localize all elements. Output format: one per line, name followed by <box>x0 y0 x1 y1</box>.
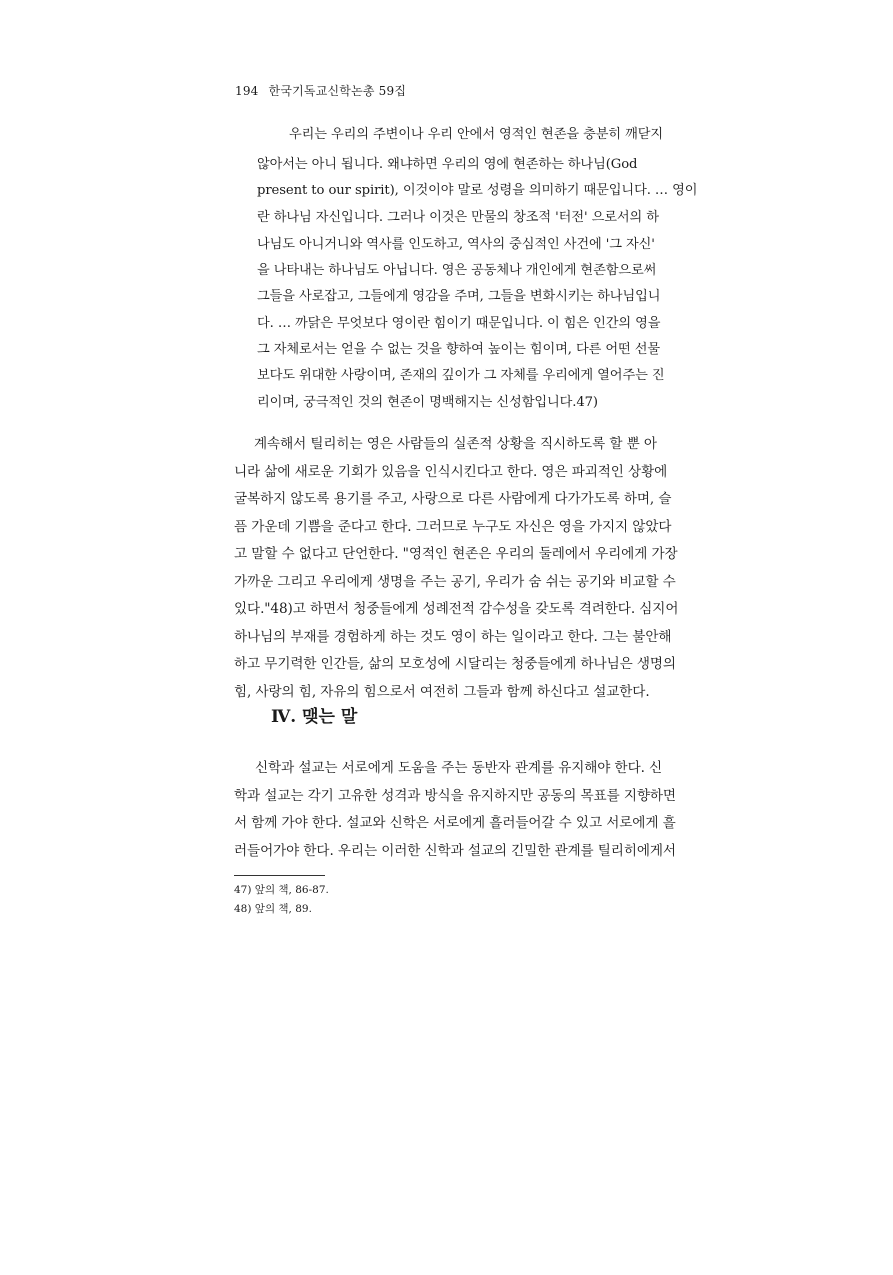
quote-line: 을 나타내는 하나님도 아닙니다. 영은 공동체나 개인에게 현존함으로써 <box>257 263 657 278</box>
quote-line: 다. … 까닭은 무엇보다 영이란 힘이기 때문입니다. 이 힘은 인간의 영을 <box>257 316 661 331</box>
quote-line: 우리는 우리의 주변이나 우리 안에서 영적인 현존을 충분히 깨닫지 <box>289 127 663 142</box>
paragraph-line: 학과 설교는 각기 고유한 성격과 방식을 유지하지만 공동의 목표를 지향하면 <box>234 788 676 804</box>
quote-line: 란 하나님 자신입니다. 그러나 이것은 만물의 창조적 '터전' 으로서의 하 <box>257 210 659 225</box>
footnote-divider <box>234 875 325 876</box>
paragraph-line: 서 함께 가야 한다. 설교와 신학은 서로에게 흘러들어갈 수 있고 서로에게 흘 <box>234 815 676 831</box>
paragraph-line: 고 말할 수 없다고 단언한다. "영적인 현존은 우리의 둘레에서 우리에게 가장 <box>234 546 678 562</box>
quote-line: 나님도 아니거니와 역사를 인도하고, 역사의 중심적인 사건에 '그 자신' <box>257 237 655 252</box>
journal-title: 한국기독교신학논총 59집 <box>268 84 407 98</box>
quote-line: 그 자체로서는 얻을 수 없는 것을 향하여 높이는 힘이며, 다른 어떤 선물 <box>257 342 660 357</box>
page-number: 194 <box>235 84 259 98</box>
paragraph-line: 계속해서 틸리히는 영은 사람들의 실존적 상황을 직시하도록 할 뿐 아 <box>254 436 657 452</box>
footnote: 47) 앞의 책, 86-87. <box>234 884 329 896</box>
paragraph-line: 러들어가야 한다. 우리는 이러한 신학과 설교의 긴밀한 관계를 틸리히에게서 <box>234 843 676 859</box>
paragraph-line: 가까운 그리고 우리에게 생명을 주는 공기, 우리가 숨 쉬는 공기와 비교할 수 <box>234 574 676 590</box>
quote-line: 않아서는 아니 됩니다. 왜냐하면 우리의 영에 현존하는 하나님(God <box>257 157 638 172</box>
paragraph-line: 신학과 설교는 서로에게 도움을 주는 동반자 관계를 유지해야 한다. 신 <box>255 760 663 776</box>
quote-line: 보다도 위대한 사랑이며, 존재의 깊이가 그 자체를 우리에게 열어주는 진 <box>257 368 665 383</box>
paragraph-line: 힘, 사랑의 힘, 자유의 힘으로서 여전히 그들과 함께 하신다고 설교한다. <box>234 684 650 700</box>
paragraph-line: 니라 삶에 새로운 기회가 있음을 인식시킨다고 한다. 영은 파괴적인 상황에 <box>234 464 668 480</box>
paragraph-line: 굴복하지 않도록 용기를 주고, 사랑으로 다른 사람에게 다가가도록 하며, 슬 <box>234 491 672 507</box>
running-head <box>235 82 406 99</box>
quote-line: 리이며, 궁극적인 것의 현존이 명백해지는 신성함입니다.47) <box>257 395 598 410</box>
paragraph-line: 픔 가운데 기쁨을 준다고 한다. 그러므로 누구도 자신은 영을 가지지 않았다 <box>234 519 672 535</box>
paragraph-line: 있다."48)고 하면서 청중들에게 성례전적 감수성을 갖도록 격려한다. 심지어 <box>234 601 679 617</box>
paragraph-line: 하나님의 부재를 경험하게 하는 것도 영이 하는 일이라고 한다. 그는 불안해 <box>234 629 672 645</box>
paragraph-line: 하고 무기력한 인간들, 삶의 모호성에 시달리는 청중들에게 하나님은 생명의 <box>234 656 676 672</box>
footnote: 48) 앞의 책, 89. <box>234 903 312 915</box>
quote-line: 그들을 사로잡고, 그들에게 영감을 주며, 그들을 변화시키는 하나님입니 <box>257 289 661 304</box>
section-heading: Ⅳ. 맺는 말 <box>271 707 358 727</box>
quote-line: present to our spirit), 이것이야 말로 성령을 의미하기 때문입니다. … 영이 <box>257 183 698 198</box>
